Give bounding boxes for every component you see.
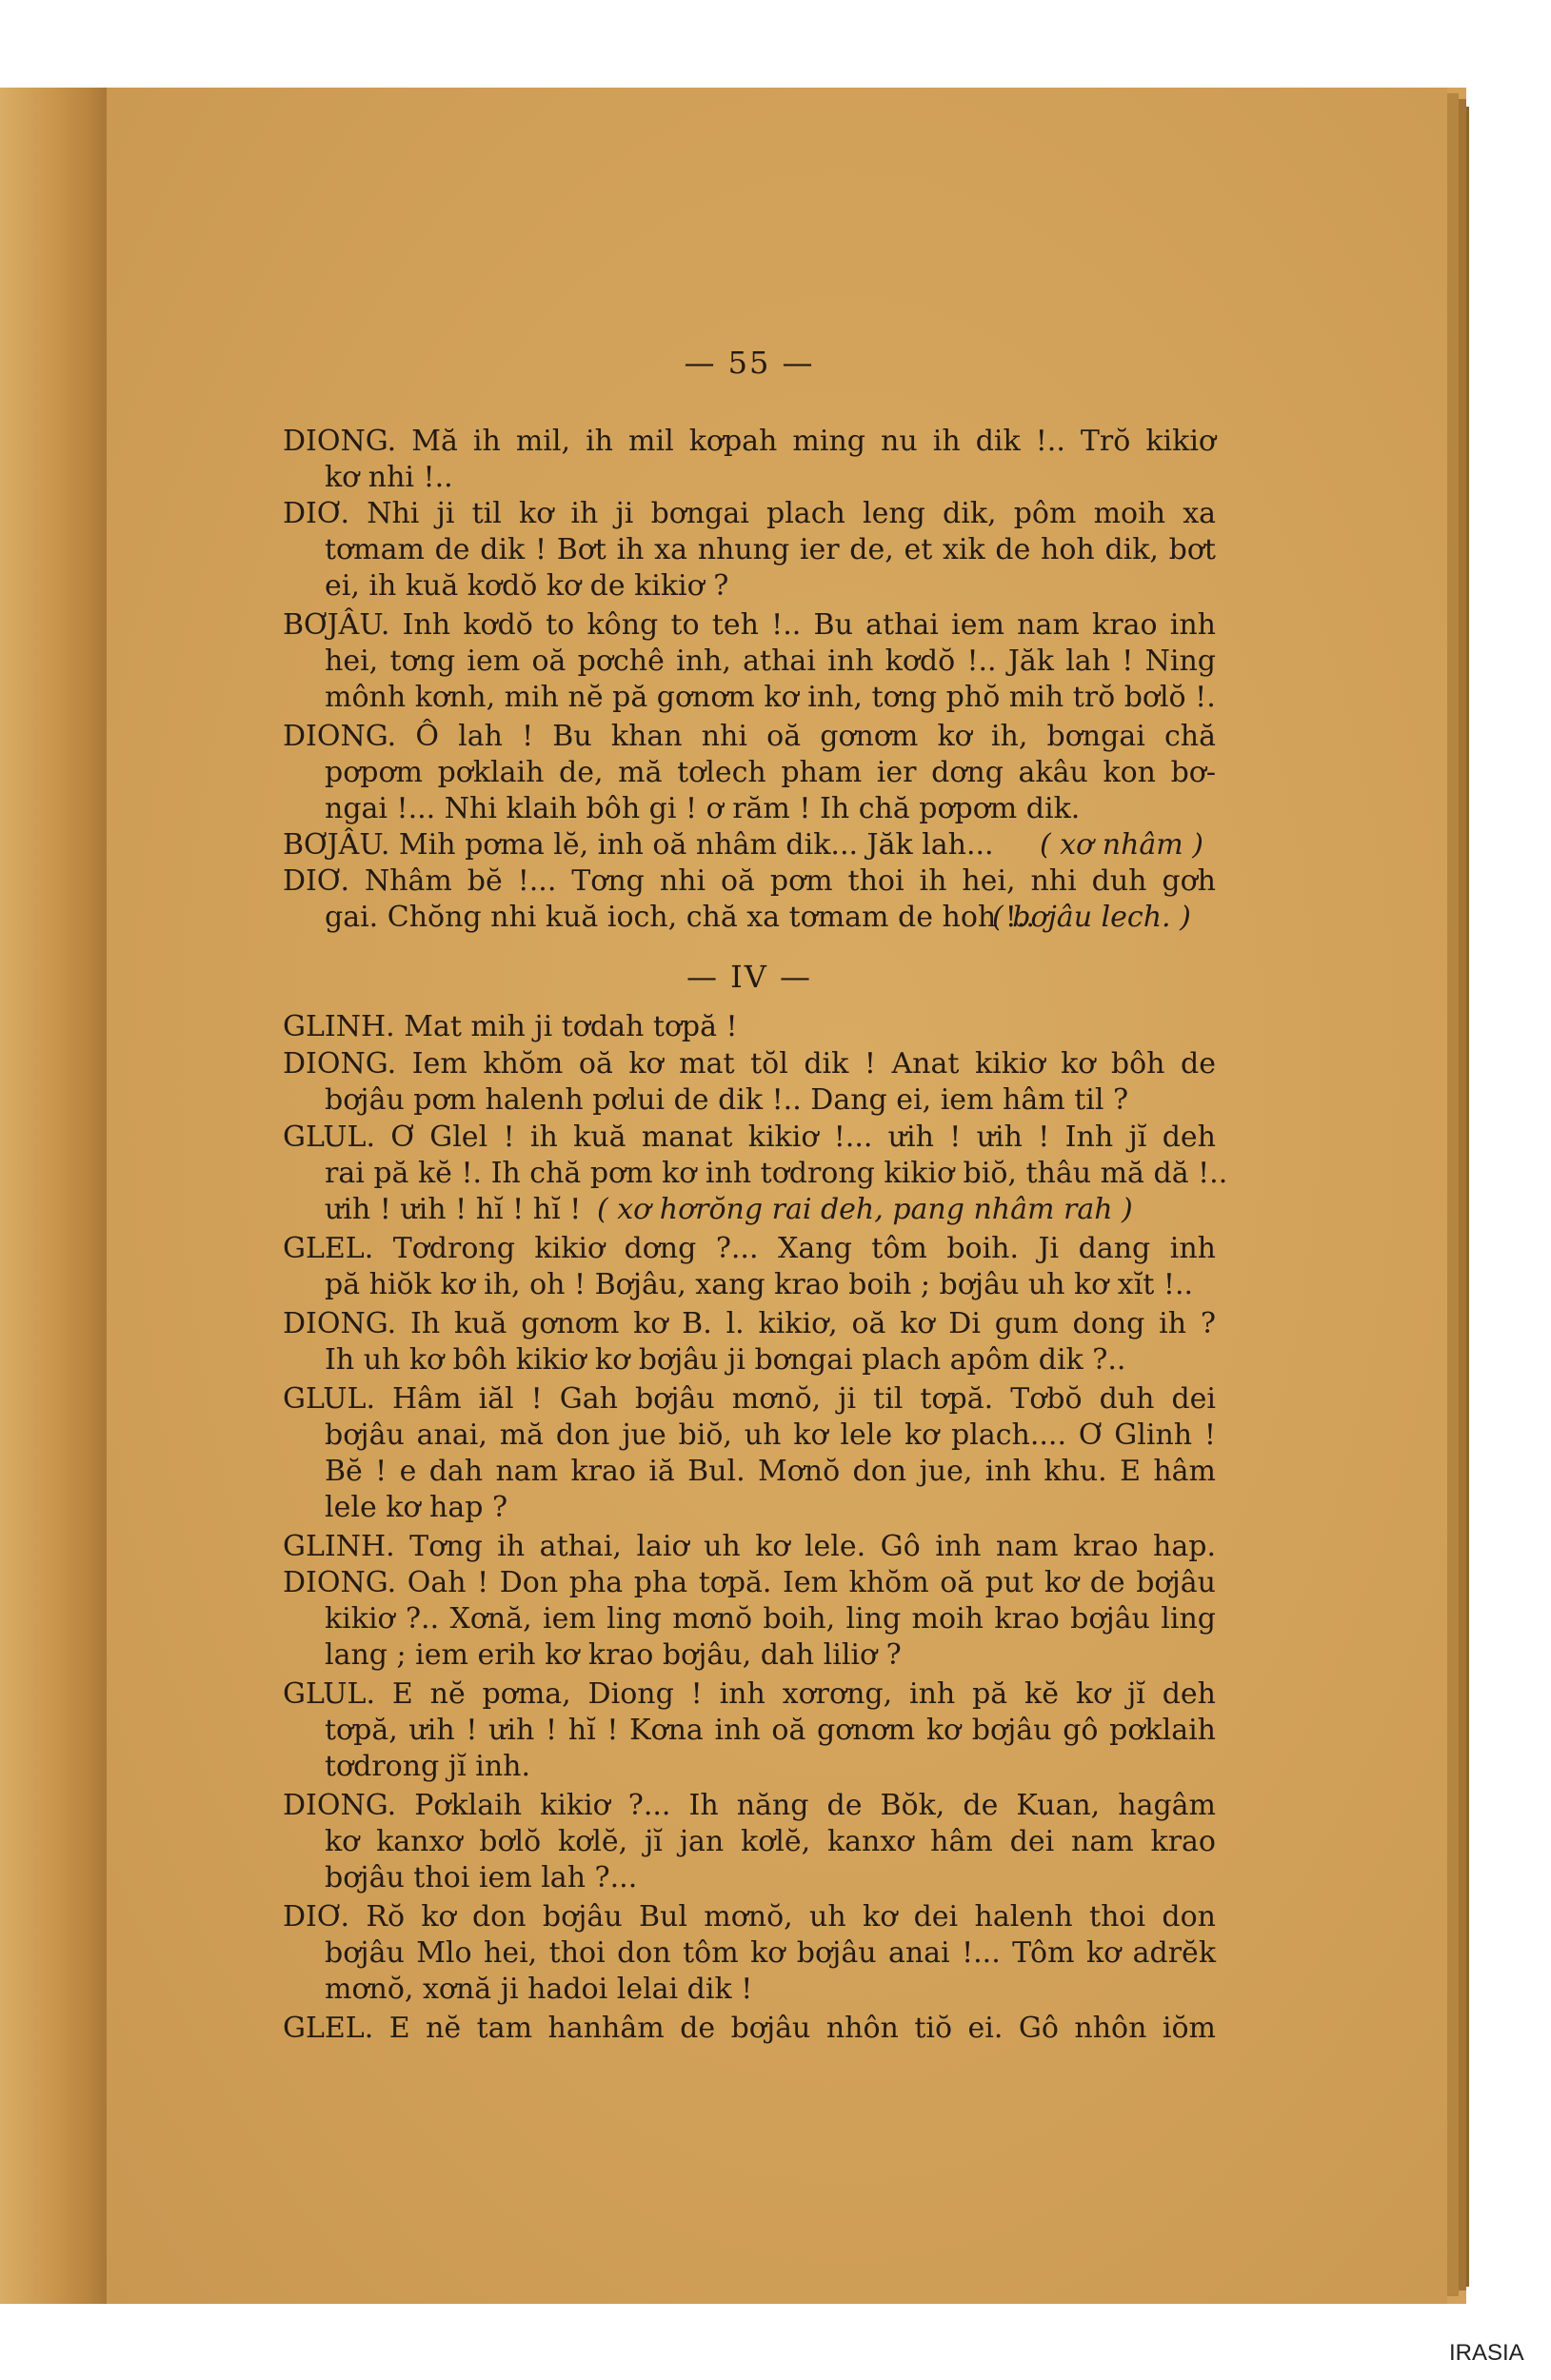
dialogue-line: bơjâu anai, mă don jue biŏ, uh kơ lele kơ plach.... Ơ Glinh ! [325,1418,1216,1452]
stage-direction: ( xơ hơrŏng rai deh, pang nhâm rah ) [597,1193,1133,1226]
dialogue-line: DIONG. Iem khŏm oă kơ mat tŏl dik ! Anat kikiơ kơ bôh de [283,1047,1216,1081]
dialogue-line: gai. Chŏng nhi kuă ioch, chă xa tơmam de hoh !.. [325,901,1035,934]
dialogue-line: lang ; iem erih kơ krao bơjâu, dah liliơ ? [325,1638,902,1672]
dialogue-line: DIƠ. Nhâm bĕ !... Tơng nhi oă pơm thoi ih hei, nhi duh gơh [283,864,1216,898]
dialogue-line: bơjâu thoi iem lah ?... [325,1861,638,1894]
dialogue-line: DIƠ. Nhi ji til kơ ih ji bơngai plach leng dik, pôm moih xa [283,497,1216,530]
dialogue-line: kikiơ ?.. Xơnă, iem ling mơnŏ boih, ling moih krao bơjâu ling [325,1602,1216,1636]
dialogue-line: GLINH. Tơng ih athai, laiơ uh kơ lele. Gô inh nam krao hap. [283,1530,1216,1563]
page-edges [1447,93,1459,2296]
dialogue-line: DIONG. Ih kuă gơnơm kơ B. l. kikiơ, oă kơ Di gum dong ih ? [283,1307,1216,1340]
dialogue-line: bơjâu Mlo hei, thoi don tôm kơ bơjâu anai !... Tôm kơ adrĕk [325,1936,1216,1970]
dialogue-line: rai pă kĕ !. Ih chă pơm kơ inh tơdrong kikiơ biŏ, thâu mă dă !.. [325,1157,1228,1190]
dialogue-line: GLUL. Ơ Glel ! ih kuă manat kikiơ !... ưih ! ưih ! Inh jĭ deh [283,1121,1216,1154]
dialogue-line: GLEL. E nĕ tam hanhâm de bơjâu nhôn tiŏ ei. Gô nhôn iŏm [283,2012,1216,2045]
left-page-fold [0,88,107,2304]
page-number: — 55 — [684,345,815,381]
dialogue-line: ei, ih kuă kơdŏ kơ de kikiơ ? [325,569,729,603]
dialogue-line: GLEL. Tơdrong kikiơ dơng ?... Xang tôm boih. Ji dang inh [283,1232,1216,1265]
dialogue-line: BƠJÂU. Mih pơma lĕ, inh oă nhâm dik... Jăk lah... [283,828,994,862]
dialogue-line: GLUL. Hâm iăl ! Gah bơjâu mơnŏ, ji til tơpă. Tơbŏ duh dei [283,1382,1216,1416]
dialogue-line: DIONG. Oah ! Don pha pha tơpă. Iem khŏm oă put kơ de bơjâu [283,1566,1216,1599]
dialogue-line: DIƠ. Rŏ kơ don bơjâu Bul mơnŏ, uh kơ dei halenh thoi don [283,1900,1216,1934]
page-edges [1459,99,1466,2291]
dialogue-line: DIONG. Ô lah ! Bu khan nhi oă gơnơm kơ ih, bơngai chă [283,720,1216,753]
dialogue-line: hei, tơng iem oă pơchê inh, athai inh kơdŏ !.. Jăk lah ! Ning [325,645,1216,678]
dialogue-line: kơ kanxơ bơlŏ kơlĕ, jĭ jan kơlĕ, kanxơ hâm dei nam krao [325,1825,1216,1858]
dialogue-line: lele kơ hap ? [325,1491,508,1524]
dialogue-line: pơpơm pơklaih de, mă tơlech pham ier dơng akâu kon bơ- [325,756,1216,789]
stage-direction: ( xơ nhâm ) [1040,828,1203,862]
dialogue-line: kơ nhi !.. [325,461,453,494]
dialogue-line: GLUL. E nĕ pơma, Diong ! inh xơrơng, inh pă kĕ kơ jĭ deh [283,1677,1216,1711]
dialogue-line: GLINH. Mat mih ji tơdah tơpă ! [283,1010,738,1043]
dialogue-line: mơnŏ, xơnă ji hadoi lelai dik ! [325,1973,753,2006]
dialogue-line: tơmam de dik ! Bơt ih xa nhung ier de, et xik de hoh dik, bơt [325,533,1216,566]
dialogue-line: bơjâu pơm halenh pơlui de dik !.. Dang ei, iem hâm til ? [325,1083,1129,1117]
dialogue-line: DIONG. Mă ih mil, ih mil kơpah ming nu ih dik !.. Trŏ kikiơ [283,425,1216,458]
dialogue-line: DIONG. Pơklaih kikiơ ?... Ih năng de Bŏk, de Kuan, hagâm [283,1789,1216,1822]
dialogue-line: tơpă, ưih ! ưih ! hĭ ! Kơna inh oă gơnơm kơ bơjâu gô pơklaih [325,1714,1216,1747]
dialogue-line: BƠJÂU. Inh kơdŏ to kông to teh !.. Bu athai iem nam krao inh [283,608,1216,642]
dialogue-line: Ih uh kơ bôh kikiơ kơ bơjâu ji bơngai plach apôm dik ?.. [325,1343,1126,1377]
dialogue-line: Bĕ ! e dah nam krao iă Bul. Mơnŏ don jue, inh khu. E hâm [325,1455,1216,1488]
stage-direction: ( bơjâu lech. ) [992,901,1191,934]
section-title: — IV — [686,959,813,995]
page-edges [1466,107,1469,2287]
dialogue-line: ưih ! ưih ! hĭ ! hĭ ! [325,1193,582,1226]
dialogue-line: ngai !... Nhi klaih bôh gi ! ơ răm ! Ih chă pơpơm dik. [325,792,1081,825]
dialogue-line: tơdrong jĭ inh. [325,1750,530,1783]
watermark: IRASIA [1449,2340,1524,2366]
dialogue-line: pă hiŏk kơ ih, oh ! Bơjâu, xang krao boih ; bơjâu uh kơ xĭt !.. [325,1268,1194,1301]
dialogue-line: mônh kơnh, mih nĕ pă gơnơm kơ inh, tơng phŏ mih trŏ bơlŏ !. [325,681,1216,714]
